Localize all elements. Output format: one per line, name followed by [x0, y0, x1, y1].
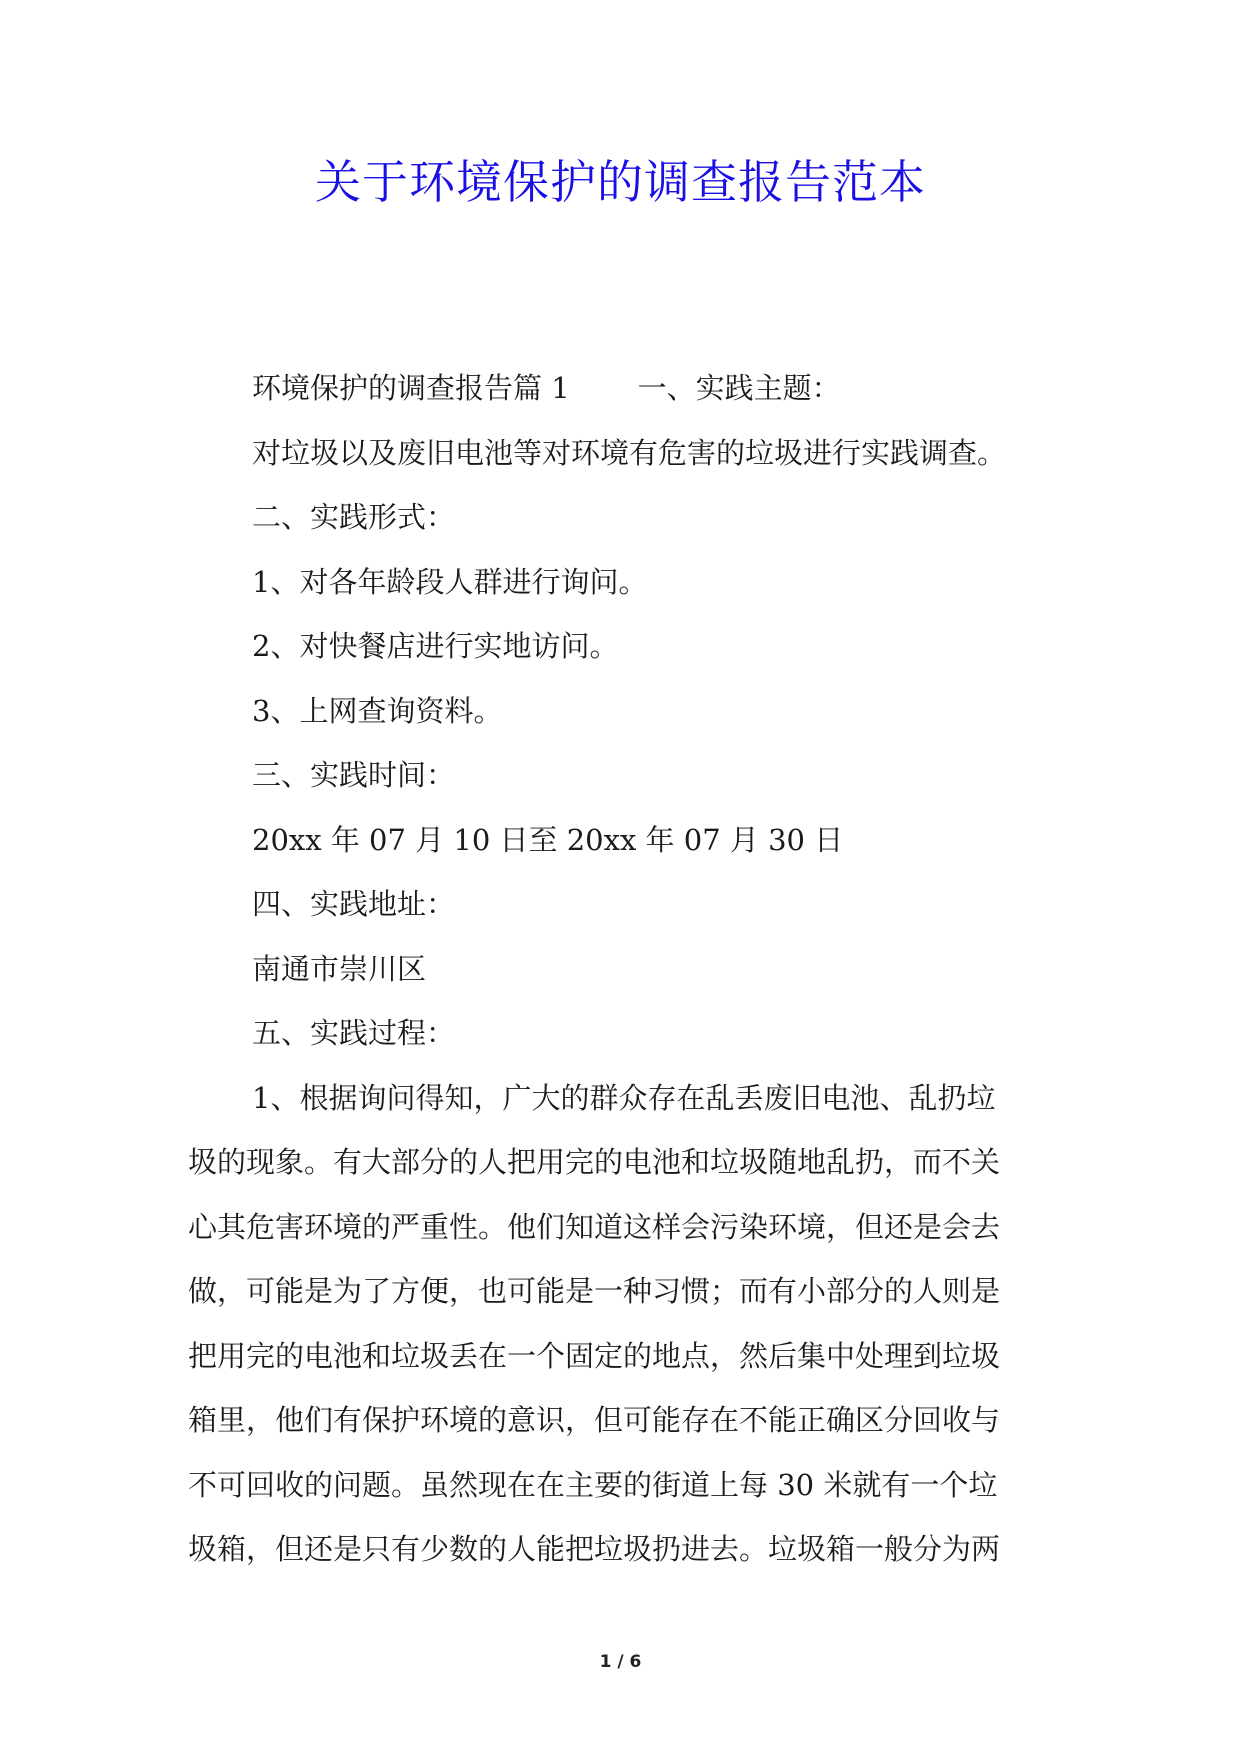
- report-heading-line: [188, 356, 1068, 421]
- paragraph-line: 1、根据询问得知，广大的群众存在乱丢废旧电池、乱扔垃: [252, 1080, 996, 1115]
- paragraph-line: 圾箱，但还是只有少数的人能把垃圾扔进去。垃圾箱一般分为两: [188, 1532, 1001, 1566]
- paragraph-line: 箱里，他们有保护环境的意识，但可能存在不能正确区分回收与: [188, 1403, 1001, 1437]
- location-value: 南通市崇川区: [252, 951, 427, 986]
- date-range: 20xx 年 07 月 10 日至 20xx 年 07 月 30 日: [252, 822, 844, 857]
- list-item: 1、对各年龄段人群进行询问。: [252, 564, 648, 599]
- paragraph-line: 不可回收的问题。虽然现在在主要的街道上每 30 米就有一个垃: [188, 1467, 998, 1502]
- process-paragraph: [188, 1066, 1068, 1582]
- page-number: 1 / 6: [599, 1652, 642, 1672]
- section-heading-location: 四、实践地址：: [252, 887, 456, 921]
- report-section-label: 环境保护的调查报告篇 1: [252, 371, 570, 405]
- paragraph-line: 心其危害环境的严重性。他们知道这样会污染环境，但还是会去: [188, 1209, 1001, 1244]
- document-body: [188, 356, 1068, 1582]
- body-line: 对垃圾以及废旧电池等对环境有危害的垃圾进行实践调查。: [252, 435, 1007, 470]
- section-heading-form: 二、实践形式：: [252, 500, 456, 534]
- section-heading-theme: 一、实践主题：: [637, 371, 841, 405]
- paragraph-line: 把用完的电池和垃圾丢在一个固定的地点，然后集中处理到垃圾: [188, 1338, 1001, 1373]
- section-heading-time: 三、实践时间：: [252, 758, 456, 792]
- paragraph-line: 做，可能是为了方便，也可能是一种习惯；而有小部分的人则是: [188, 1274, 1001, 1308]
- paragraph-line: 圾的现象。有大部分的人把用完的电池和垃圾随地乱扔，而不关: [188, 1145, 1001, 1179]
- list-item: 2、对快餐店进行实地访问。: [252, 629, 619, 663]
- list-item: 3、上网查询资料。: [252, 693, 503, 728]
- section-heading-process: 五、实践过程：: [252, 1016, 456, 1050]
- document-title: 关于环境保护的调查报告范本: [315, 155, 926, 209]
